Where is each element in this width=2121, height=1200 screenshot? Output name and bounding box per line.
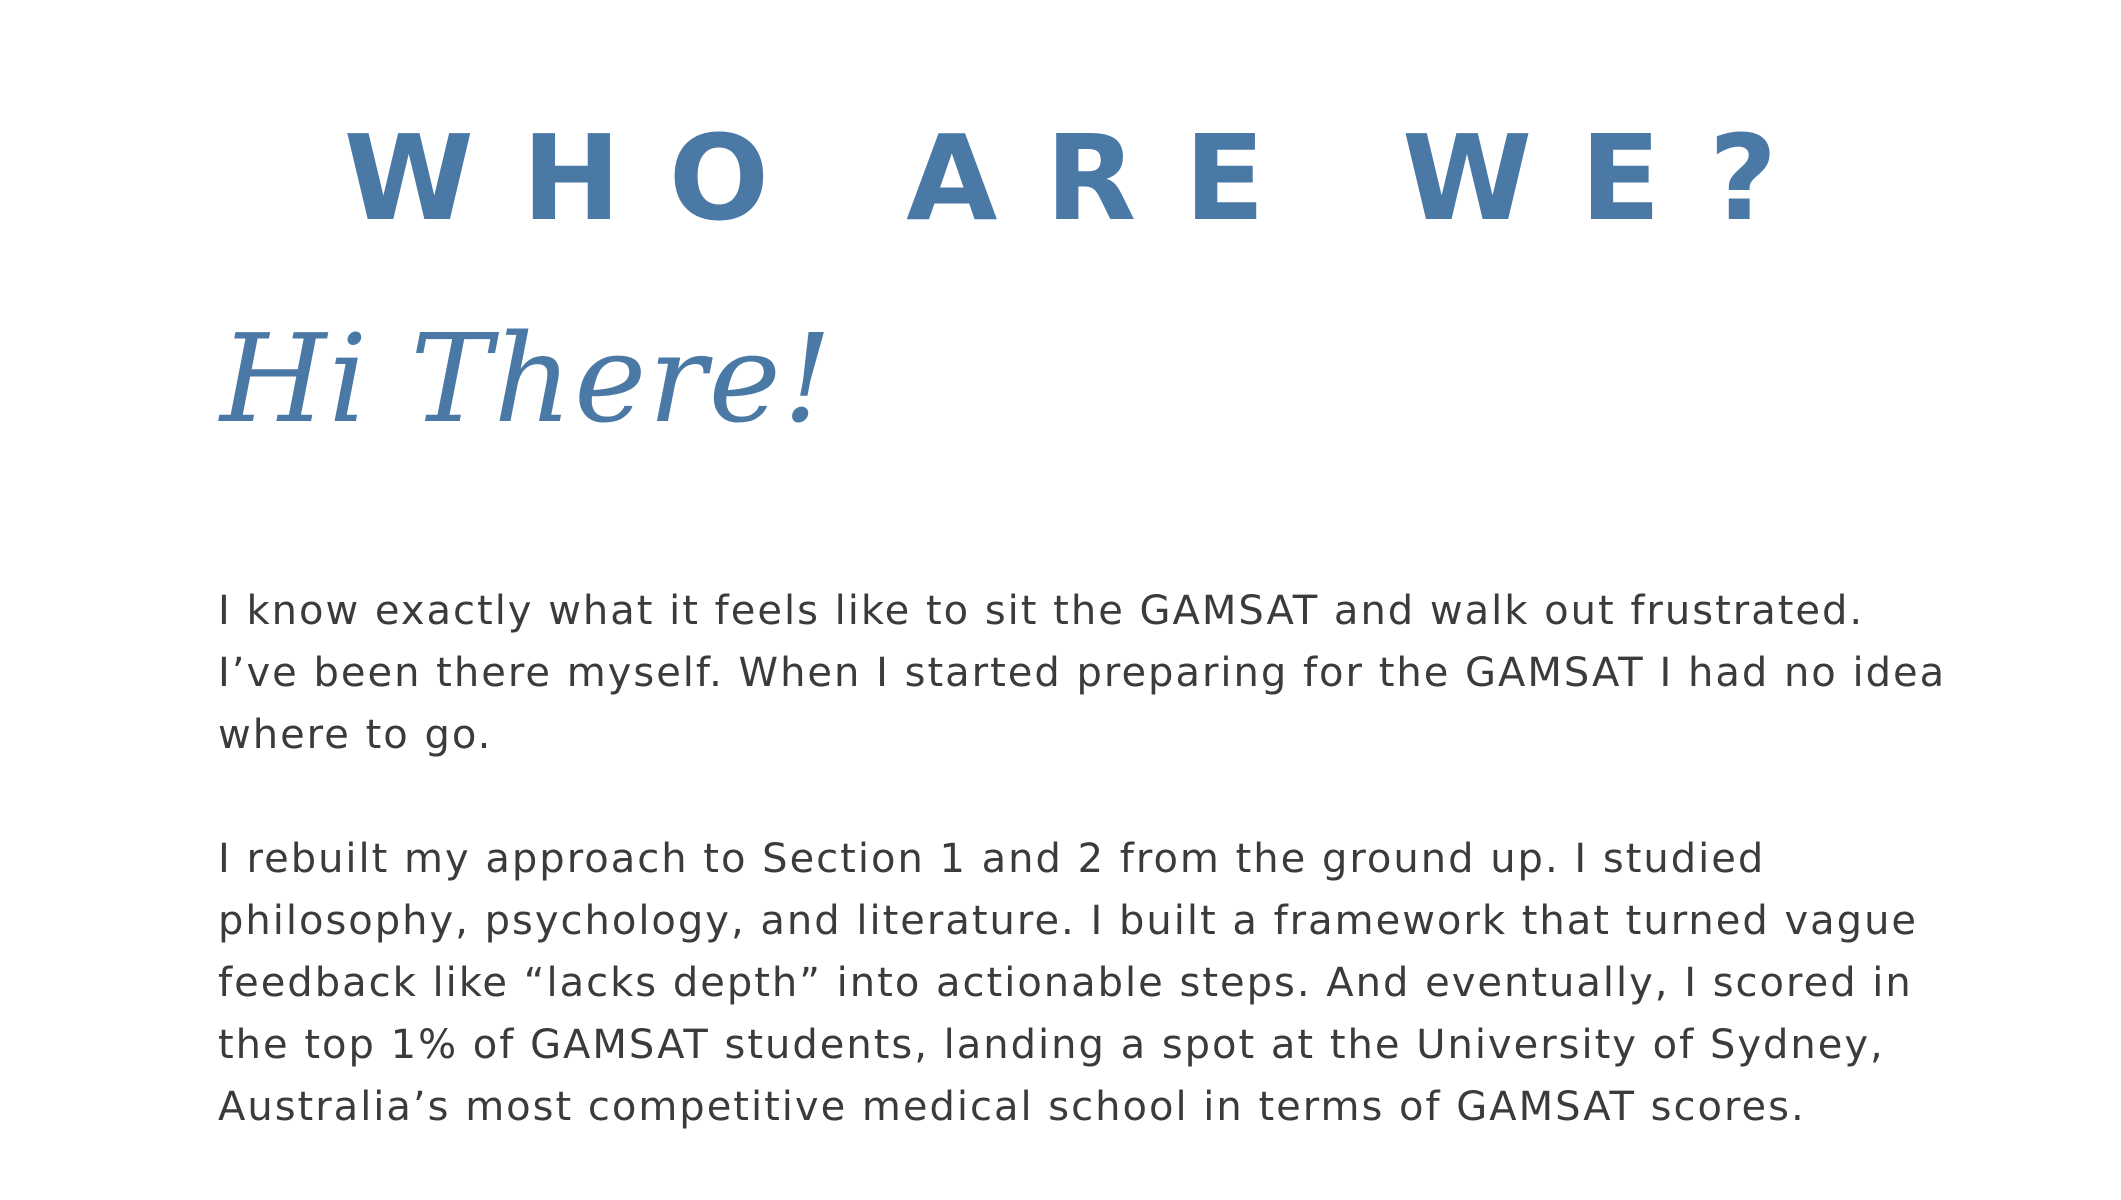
paragraph-story: I rebuilt my approach to Section 1 and 2 from the ground up. I studied philosophy, psychology, and literature. I built a framework that turned vague feedback like “lacks depth” into actionable steps. And eventually, I scored in the top 1% of GAMSAT students, landing a spot at the University of Sydney, Australia’s most competitive medical school in terms of GAMSAT scores. <box>218 836 1919 1130</box>
handwritten-greeting: Hi There! <box>220 308 834 450</box>
paragraph-intro: I know exactly what it feels like to sit the GAMSAT and walk out frustrated. I’ve been there myself. When I started preparing for the GAMSAT I had no idea where to go. <box>218 588 1947 758</box>
page-title: WHO ARE WE? <box>343 109 1826 248</box>
body-copy <box>218 580 1948 1200</box>
